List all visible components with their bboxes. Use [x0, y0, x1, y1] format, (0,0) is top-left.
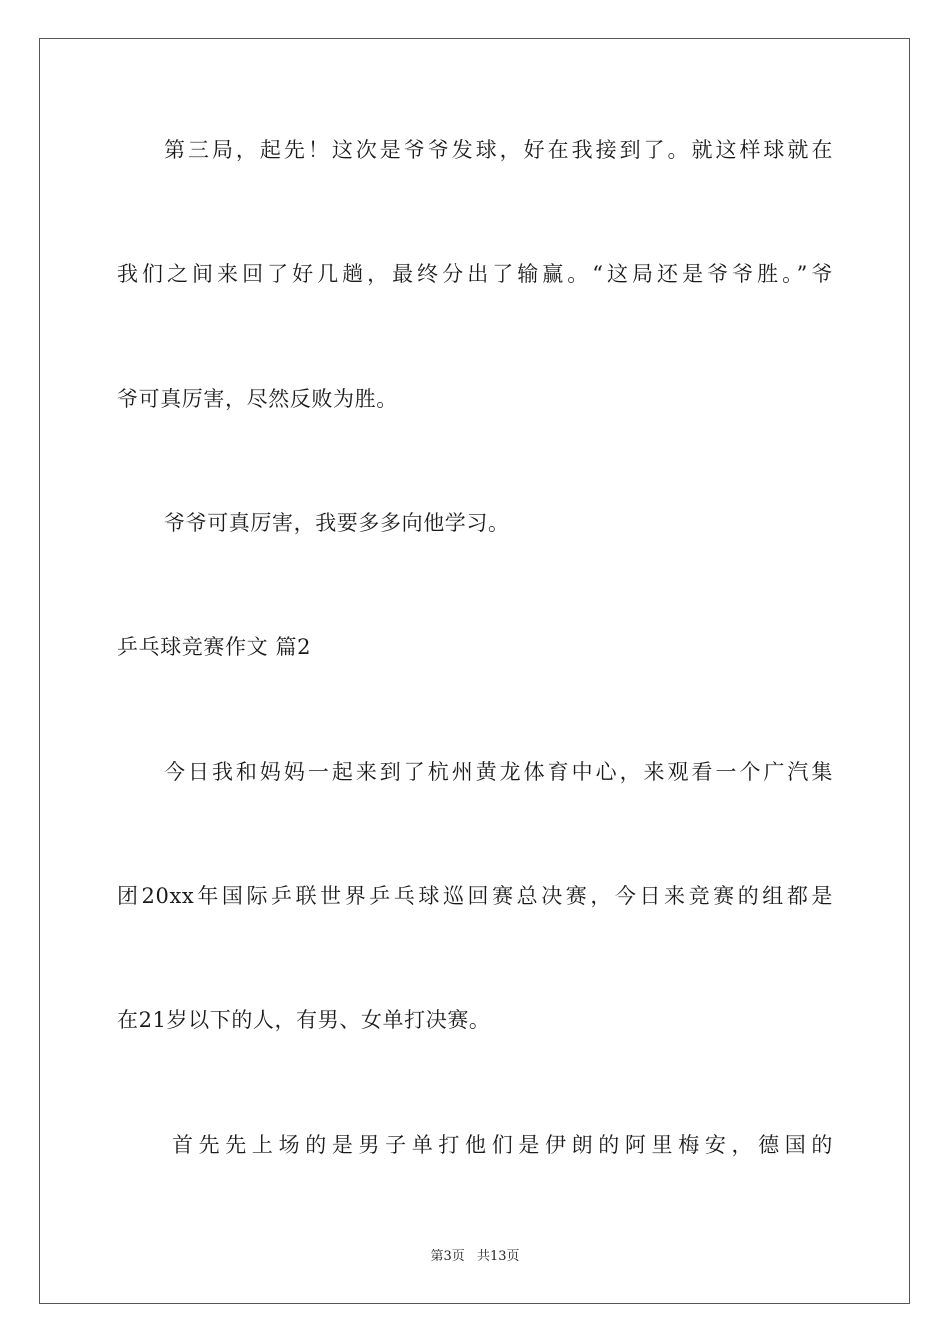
section-heading: 乒乓球竞赛作文 篇2 [117, 635, 312, 659]
page-footer [0, 1248, 950, 1266]
paragraph-line-8: 首先先上场的是男子单打他们是伊朗的阿里梅安，德国的 [172, 1133, 833, 1157]
paragraph-line-3: 爷可真厉害，尽然反败为胜。 [117, 387, 398, 411]
page-number: 第3页 [430, 1249, 465, 1264]
page-border [39, 38, 910, 1304]
paragraph-line-6: 团20xx年国际乒联世界乒乓球巡回赛总决赛，今日来竞赛的组都是 [117, 884, 833, 908]
page-total: 共13页 [476, 1249, 520, 1264]
paragraph-line-4: 爷爷可真厉害，我要多多向他学习。 [164, 511, 510, 535]
paragraph-line-1: 第三局，起先！这次是爷爷发球，好在我接到了。就这样球就在 [164, 138, 833, 162]
paragraph-line-2: 我们之间来回了好几趟，最终分出了输赢。“这局还是爷爷胜。”爷 [117, 262, 833, 286]
paragraph-line-5: 今日我和妈妈一起来到了杭州黄龙体育中心，来观看一个广汽集 [164, 760, 833, 784]
paragraph-line-7: 在21岁以下的人，有男、女单打决赛。 [117, 1008, 491, 1032]
